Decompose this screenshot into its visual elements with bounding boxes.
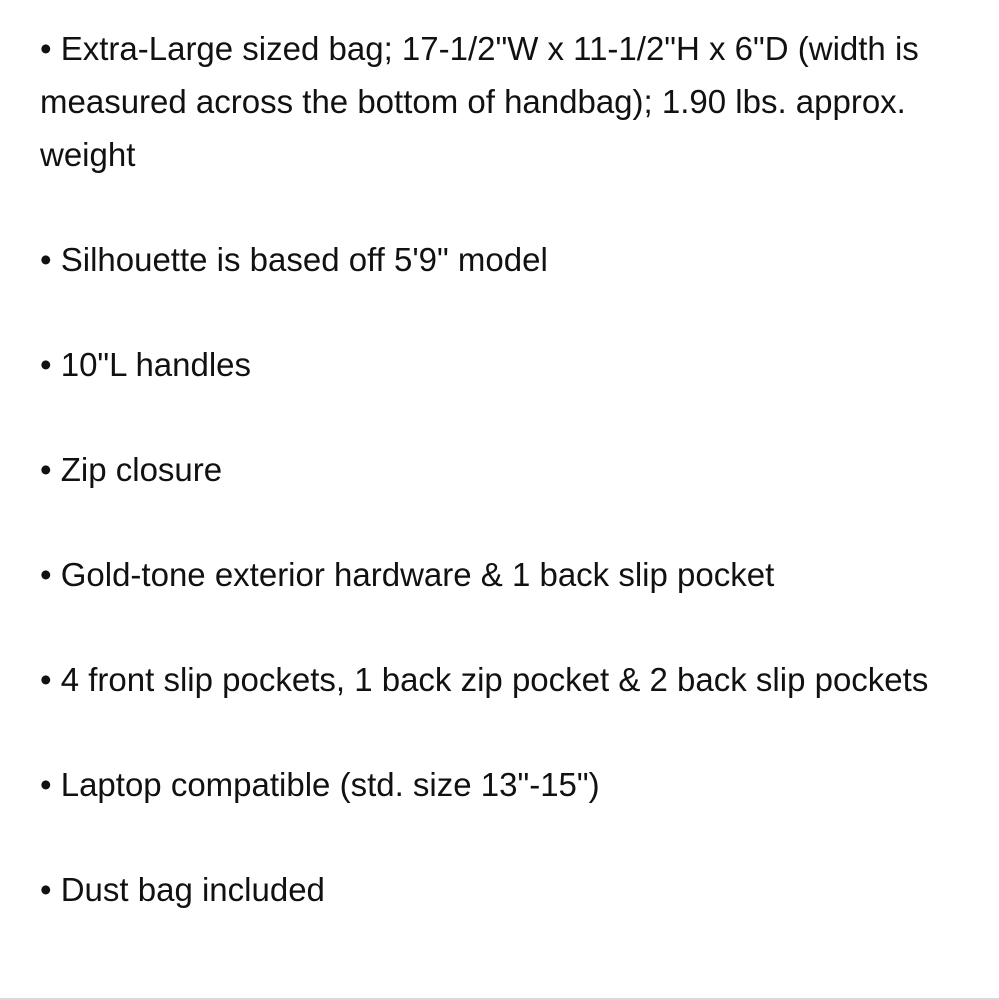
- product-feature-list: [40, 22, 940, 968]
- feature-closure: • Zip closure: [40, 451, 223, 488]
- feature-dust-bag: • Dust bag included: [40, 871, 325, 908]
- feature-silhouette: • Silhouette is based off 5'9" model: [40, 241, 548, 278]
- feature-pockets: • 4 front slip pockets, 1 back zip pocket & 2 back slip pockets: [40, 661, 929, 698]
- feature-size-weight: • Extra-Large sized bag; 17-1/2"W x 11-1/2"H x 6"D (width is measured across the bottom of handbag); 1.90 lbs. approx. weight: [40, 30, 919, 173]
- feature-hardware: • Gold-tone exterior hardware & 1 back slip pocket: [40, 556, 775, 593]
- feature-laptop: • Laptop compatible (std. size 13"-15"): [40, 766, 600, 803]
- feature-handles: • 10"L handles: [40, 346, 252, 383]
